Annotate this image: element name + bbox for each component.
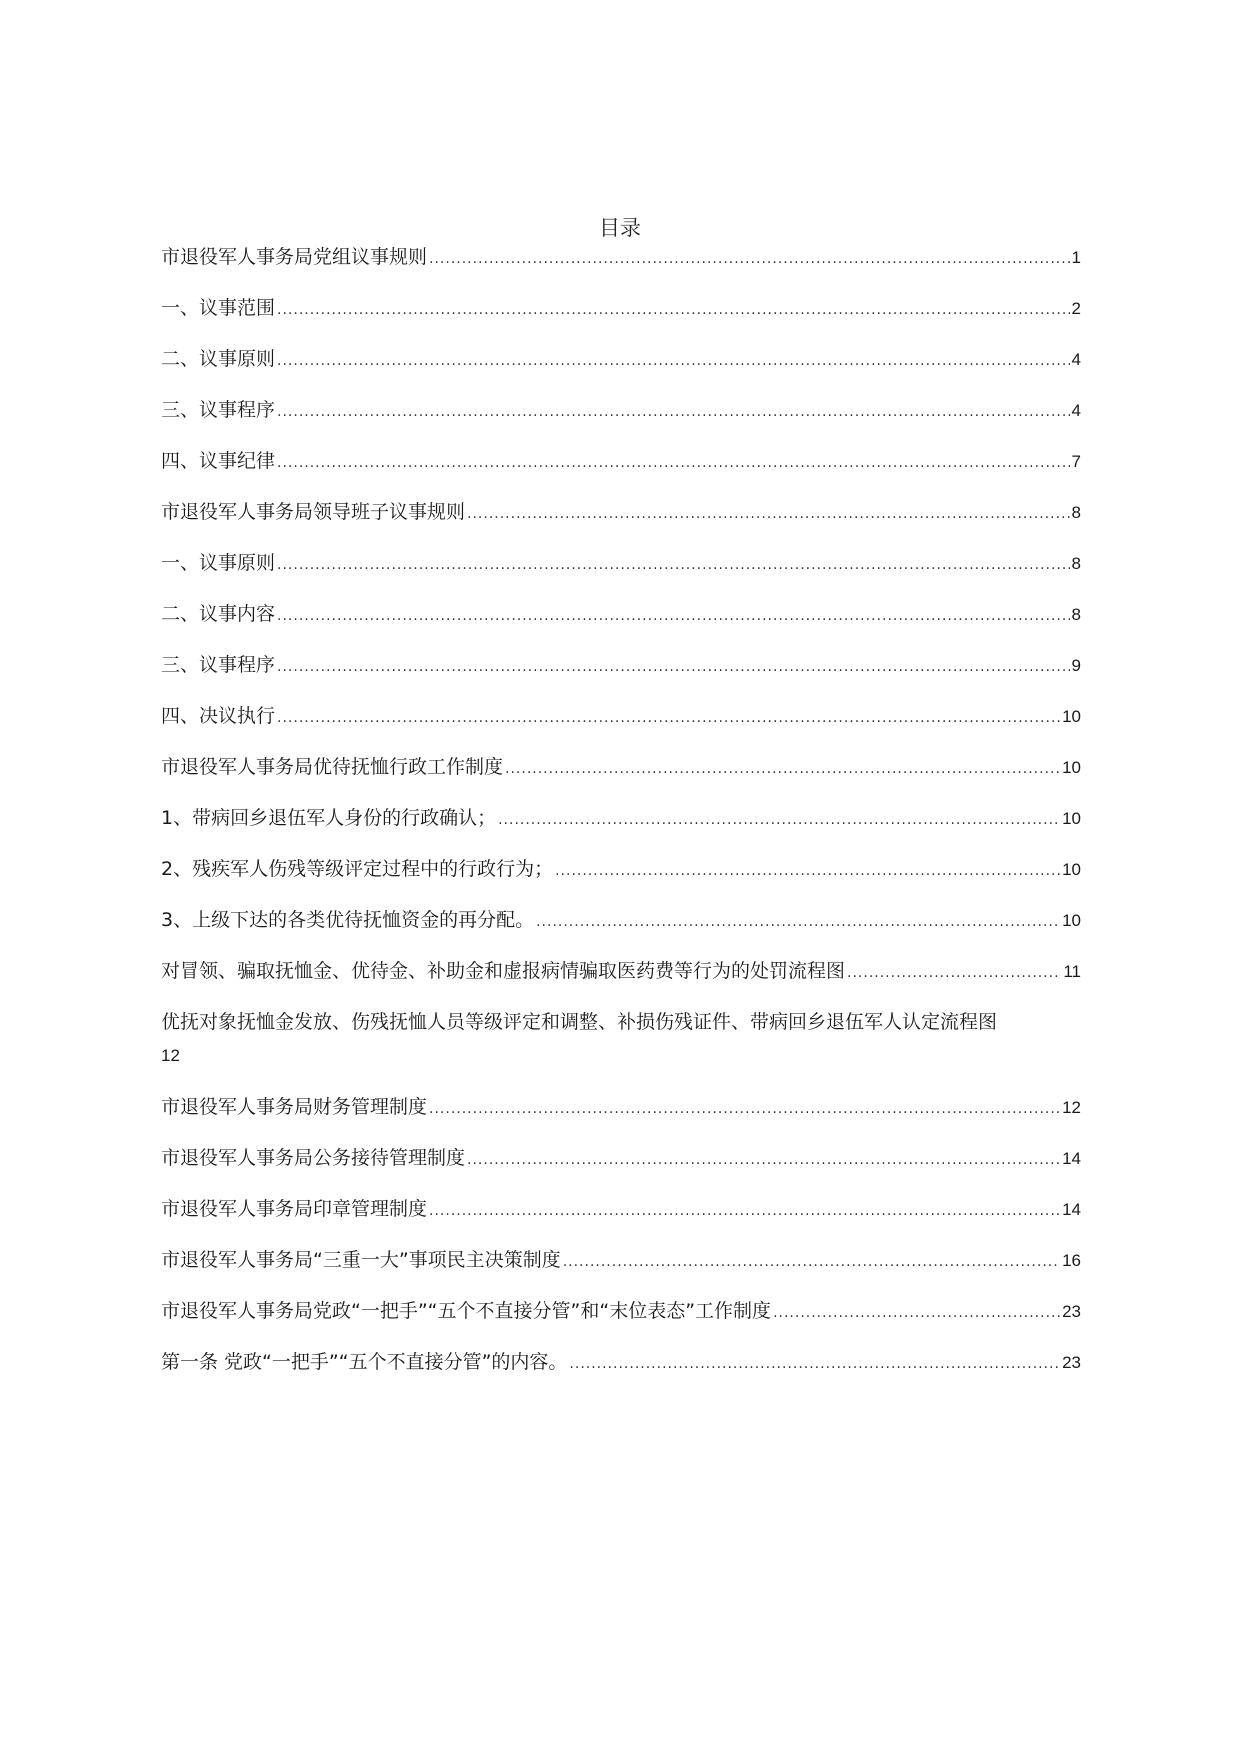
dot-leader (277, 397, 1070, 427)
dot-leader (467, 1145, 1060, 1175)
toc-entry[interactable] (161, 1143, 1081, 1173)
toc-entry-label: 三、议事程序 (161, 654, 276, 676)
toc-entry[interactable] (161, 701, 1081, 731)
dot-leader (277, 448, 1070, 478)
dot-leader (429, 1094, 1060, 1124)
dot-leader (847, 958, 1061, 988)
toc-entry-label: 市退役军人事务局印章管理制度 (161, 1198, 428, 1220)
toc-entry-label: 四、决议执行 (161, 705, 276, 727)
toc-entry[interactable] (161, 1347, 1081, 1377)
toc-entry-page: 14 (1062, 1200, 1081, 1219)
toc-entry-label: 市退役军人事务局领导班子议事规则 (161, 501, 466, 523)
toc-entry[interactable] (161, 752, 1081, 782)
toc-entry-label: 市退役军人事务局“三重一大”事项民主决策制度 (161, 1249, 561, 1271)
toc-entry[interactable] (161, 854, 1081, 884)
dot-leader (429, 1196, 1060, 1226)
toc-entry[interactable] (161, 293, 1081, 323)
toc-entry[interactable] (161, 956, 1081, 986)
toc-entry-label: 三、议事程序 (161, 399, 276, 421)
toc-entry-label: 市退役军人事务局公务接待管理制度 (161, 1147, 466, 1169)
dot-leader (569, 1349, 1060, 1379)
toc-entry-label: 二、议事原则 (161, 348, 276, 370)
dot-leader (277, 601, 1070, 631)
dot-leader (536, 907, 1060, 937)
toc-entry[interactable] (161, 803, 1081, 833)
dot-leader (555, 856, 1060, 886)
toc-entry-label: 第一条 党政“一把手”“五个不直接分管”的内容。 (161, 1351, 568, 1373)
toc-entry[interactable] (161, 395, 1081, 425)
toc-entry-page: 12 (161, 1046, 180, 1065)
toc-entry-label: 二、议事内容 (161, 603, 276, 625)
dot-leader (277, 346, 1070, 376)
toc-entry-label: 一、议事原则 (161, 552, 276, 574)
toc-entry-page: 16 (1062, 1251, 1081, 1270)
toc-entry[interactable] (161, 497, 1081, 527)
dot-leader (277, 550, 1070, 580)
dot-leader (277, 652, 1070, 682)
toc-entry-page: 10 (1062, 911, 1081, 930)
toc-entry[interactable] (161, 599, 1081, 629)
toc-entry[interactable] (161, 1092, 1081, 1122)
toc-entry[interactable] (161, 905, 1081, 935)
toc-entry-page: 23 (1062, 1353, 1081, 1372)
toc-entry-label: 3、上级下达的各类优待抚恤资金的再分配。 (161, 909, 535, 931)
toc-entry[interactable] (161, 446, 1081, 476)
toc-entry[interactable] (161, 344, 1081, 374)
toc-entry-label: 四、议事纪律 (161, 450, 276, 472)
toc-entry-page: 23 (1062, 1302, 1081, 1321)
toc-entry-page: 10 (1062, 758, 1081, 777)
dot-leader (277, 703, 1060, 733)
toc-entry[interactable] (161, 242, 1081, 272)
dot-leader (429, 244, 1070, 274)
toc-entry-page: 10 (1062, 809, 1081, 828)
toc-entry-page: 7 (1071, 452, 1081, 471)
toc-entry-page: 8 (1071, 605, 1081, 624)
toc-entry-label: 市退役军人事务局财务管理制度 (161, 1096, 428, 1118)
toc-entry-page: 1 (1071, 248, 1081, 267)
toc-entry-label: 市退役军人事务局优待抚恤行政工作制度 (161, 756, 504, 778)
toc-entry-page: 10 (1062, 860, 1081, 879)
toc-entry-page: 8 (1071, 554, 1081, 573)
toc-entry-page: 4 (1071, 401, 1081, 420)
toc-entry-page: 14 (1062, 1149, 1081, 1168)
toc-entry-label: 1、带病回乡退伍军人身份的行政确认； (161, 807, 497, 829)
toc-entry[interactable] (161, 1194, 1081, 1224)
toc-entry-page: 2 (1071, 299, 1081, 318)
toc-entry-label: 市退役军人事务局党政“一把手”“五个不直接分管”和“末位表态”工作制度 (161, 1300, 772, 1322)
dot-leader (467, 499, 1070, 529)
toc-entry[interactable] (161, 650, 1081, 680)
dot-leader (563, 1247, 1060, 1277)
toc-entry-page: 9 (1071, 656, 1081, 675)
dot-leader (498, 805, 1060, 835)
toc-entry-label: 一、议事范围 (161, 297, 276, 319)
toc-entry[interactable] (161, 548, 1081, 578)
toc-entry[interactable] (161, 1245, 1081, 1275)
toc-entry-label: 2、残疾军人伤残等级评定过程中的行政行为； (161, 858, 554, 880)
dot-leader (505, 754, 1060, 784)
toc-entry-page: 10 (1062, 707, 1081, 726)
toc-entry-page: 8 (1071, 503, 1081, 522)
toc-entry[interactable] (161, 1007, 1081, 1071)
toc-entry-page: 12 (1062, 1098, 1081, 1117)
toc-entry-label: 优抚对象抚恤金发放、伤残抚恤人员等级评定和调整、补损伤残证件、带病回乡退伍军人认定流程图 (161, 1011, 998, 1033)
dot-leader (277, 295, 1070, 325)
toc-title: 目录 (599, 216, 641, 240)
dot-leader (773, 1298, 1060, 1328)
toc-entry-page: 4 (1071, 350, 1081, 369)
toc-entry[interactable] (161, 1296, 1081, 1326)
toc-entry-label: 对冒领、骗取抚恤金、优待金、补助金和虚报病情骗取医药费等行为的处罚流程图 (161, 960, 846, 982)
toc-entry-page: 11 (1063, 962, 1081, 981)
toc-entry-label: 市退役军人事务局党组议事规则 (161, 246, 428, 268)
